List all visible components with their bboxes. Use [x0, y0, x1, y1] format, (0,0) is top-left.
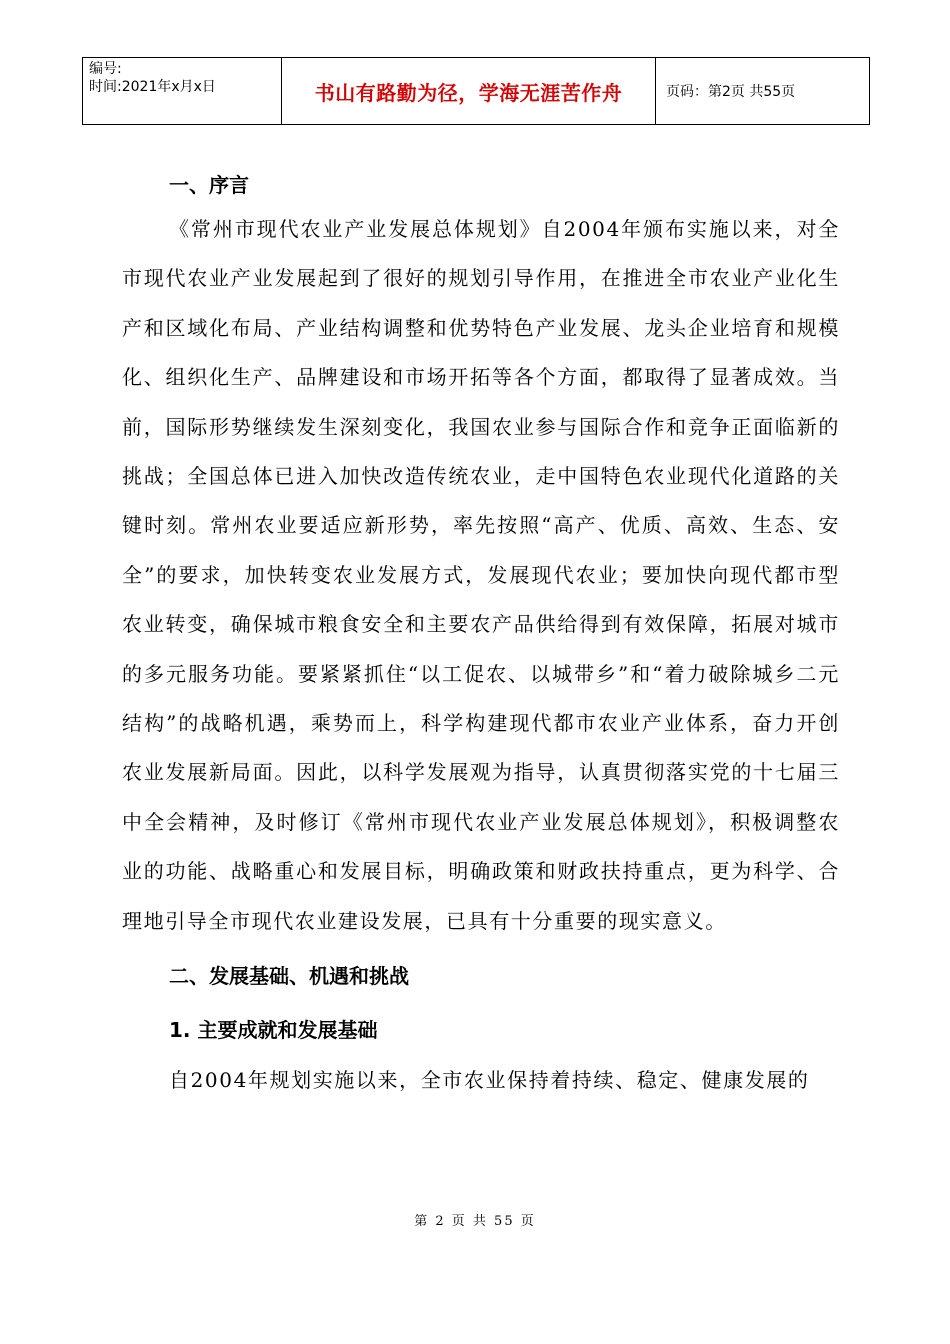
page-footer: 第 2 页 共 55 页 [414, 1214, 536, 1229]
header-page-label: 页码：第2页 共55页 [666, 84, 796, 100]
section-1-paragraph: 《常州市现代农业产业发展总体规划》自2004年颁布实施以来，对全市现代农业产业发展起到了很好的规划引导作用，在推进全市农业产业化生产和区域化布局、产业结构调整和优势特色产业发展、龙头企业培育和规模化、组织化生产、品牌建设和市场开拓等各个方面，都取得了显著成效。当前，国际形势继续发生深刻变化，我国农业参与国际合作和竞争正面临新的挑战；全国总体已进入加快改造传统农业，走中国特色农业现代化道路的关键时刻。常州农业要适应新形势，率先按照“高产、优质、高效、生态、安全”的要求，加快转变农业发展方式，发展现代农业；要加快向现代都市型农业转变，确保城市粮食安全和主要农产品供给得到有效保障，拓展对城市的多元服务功能。要紧紧抓住“以工促农、以城带乡”和“着力破除城乡二元结构”的战略机遇，乘势而上，科学构建现代都市农业产业体系，奋力开创农业发展新局面。因此，以科学发展观为指导，认真贯彻落实党的十七届三中全会精神，及时修订《常州市现代农业产业发展总体规划》，积极调整农业的功能、战略重心和发展目标，明确政策和财政扶持重点，更为科学、合理地引导全市现代农业建设发展，已具有十分重要的现实意义。 [122, 217, 840, 933]
section-2-1-paragraph: 自2004年规划实施以来，全市农业保持着持续、稳定、健康发展的 [169, 1068, 810, 1093]
section-2-title: 二、发展基础、机遇和挑战 [169, 964, 409, 989]
document-body [122, 165, 840, 1106]
header-motto: 书山有路勤为径，学海无涯苦作舟 [282, 58, 656, 124]
number-label: 编号: [89, 61, 122, 77]
header-meta [83, 58, 282, 124]
section-1-title: 一、序言 [169, 173, 249, 197]
section-2-1-title: 1. 主要成就和发展基础 [169, 1018, 378, 1043]
time-label: 时间:2021年x月x日 [89, 79, 216, 95]
document-header [82, 57, 870, 125]
